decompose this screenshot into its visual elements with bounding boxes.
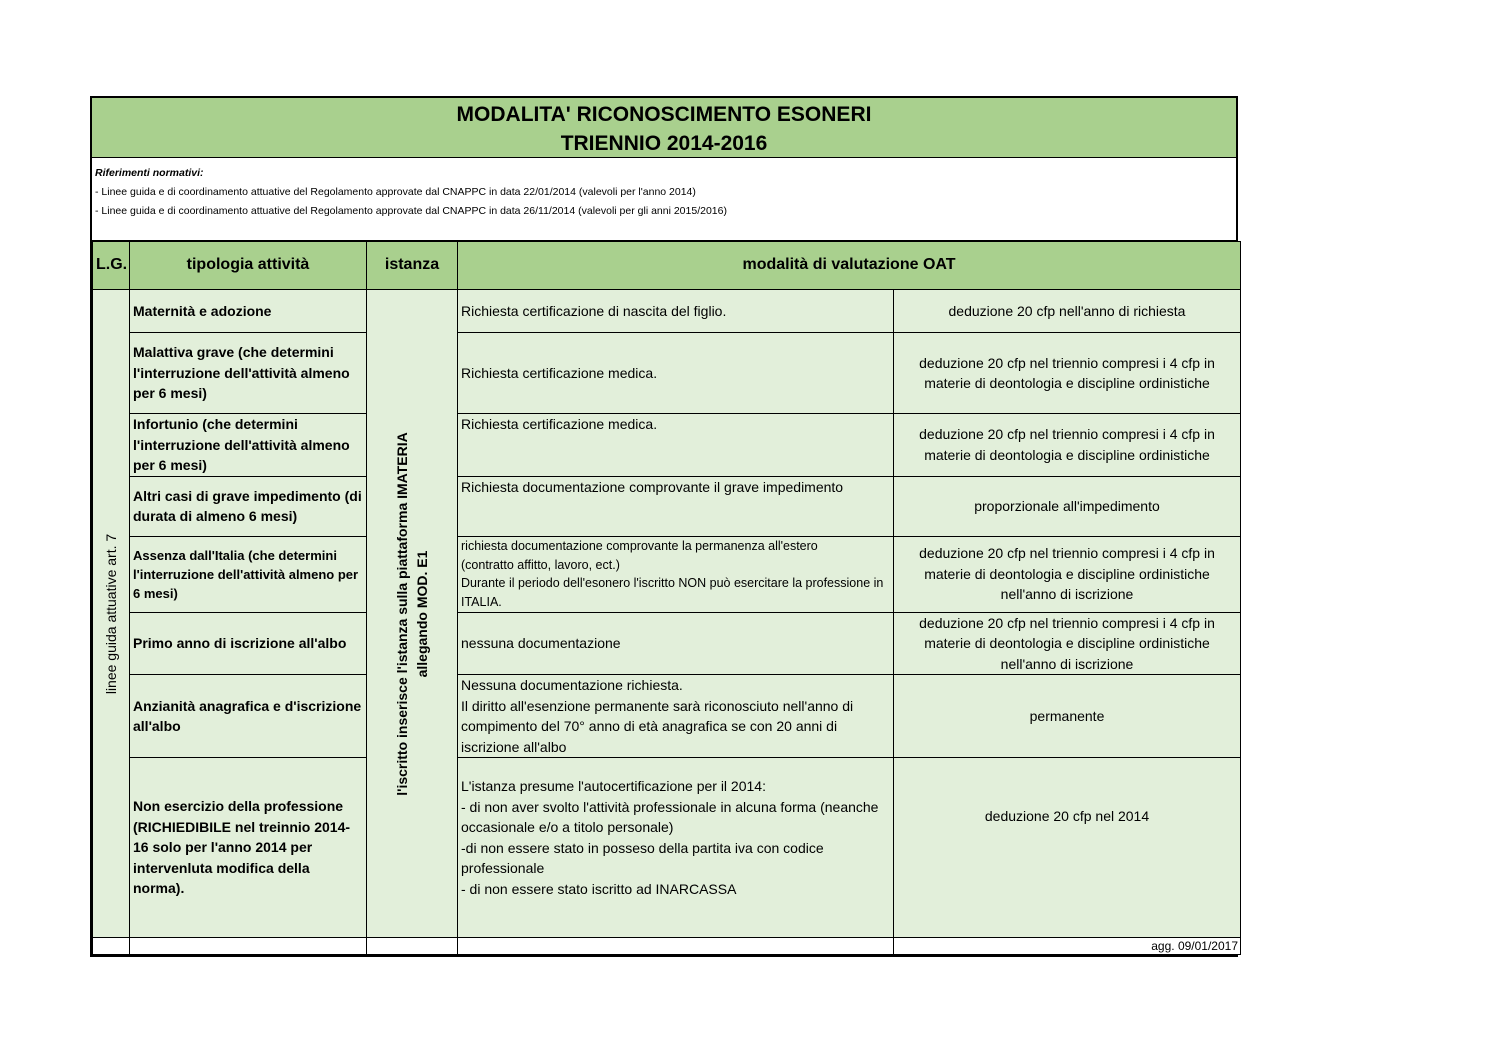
table-row xyxy=(93,536,1241,612)
evaluation-cell: permanente xyxy=(894,675,1241,758)
table-row xyxy=(93,333,1241,414)
evaluation-cell: deduzione 20 cfp nel triennio compresi i 4 cfp in materie di deontologia e discipline ordinistiche nell'anno di iscrizione xyxy=(894,612,1241,675)
activity-cell: Anzianità anagrafica e d'iscrizione all'albo xyxy=(130,675,367,758)
sheet-title xyxy=(90,96,1238,158)
istanza-vertical-label xyxy=(392,432,432,796)
evaluation-cell: proporzionale all'impedimento xyxy=(894,476,1241,536)
table-row xyxy=(93,612,1241,675)
table-row xyxy=(93,290,1241,333)
requirement-line: richiesta documentazione comprovante la permanenza all'estero xyxy=(461,539,818,553)
references-block xyxy=(90,158,1238,241)
evaluation-cell: deduzione 20 cfp nel 2014 xyxy=(894,758,1241,938)
header-activity: tipologia attività xyxy=(130,242,367,290)
reference-item-1: - Linee guida e di coordinamento attuative del Regolamento approvate dal CNAPPC in data 22/01/2014 (valevoli per l'anno 2014) xyxy=(95,186,696,198)
activity-cell: Altri casi di grave impedimento (di durata di almeno 6 mesi) xyxy=(130,476,367,536)
requirement-line: Nessuna documentazione richiesta. xyxy=(461,677,683,693)
header-evaluation: modalità di valutazione OAT xyxy=(458,242,1241,290)
requirement-cell: Richiesta certificazione medica. xyxy=(458,333,894,414)
table-header-row xyxy=(93,242,1241,290)
table-row xyxy=(93,675,1241,758)
istanza-line-1: l'iscritto inserisce l'istanza sulla piattaforma IMATERIA xyxy=(394,431,410,796)
requirement-cell: Richiesta documentazione comprovante il grave impedimento xyxy=(458,476,894,536)
reference-item-2: - Linee guida e di coordinamento attuative del Regolamento approvate dal CNAPPC in data 26/11/2014 (valevoli per gli anni 2015/2016) xyxy=(95,205,727,217)
istanza-vertical-cell xyxy=(367,290,458,938)
requirement-cell xyxy=(458,675,894,758)
requirement-cell: nessuna documentazione xyxy=(458,612,894,675)
requirement-cell xyxy=(458,536,894,612)
table-row xyxy=(93,758,1241,938)
requirement-cell xyxy=(458,758,894,938)
table-row xyxy=(93,476,1241,536)
exemptions-table xyxy=(92,241,1241,955)
header-request: istanza xyxy=(367,242,458,290)
evaluation-cell: deduzione 20 cfp nel triennio compresi i 4 cfp in materie di deontologia e discipline ordinistiche nell'anno di iscrizione xyxy=(894,536,1241,612)
requirement-cell: Richiesta certificazione di nascita del figlio. xyxy=(458,290,894,333)
activity-cell: Primo anno di iscrizione all'albo xyxy=(130,612,367,675)
activity-cell: Maternità e adozione xyxy=(130,290,367,333)
lg-vertical-cell xyxy=(93,290,130,938)
requirement-line: - di non essere stato iscritto ad INARCASSA xyxy=(461,880,737,897)
footer-cell xyxy=(130,938,367,955)
requirement-line: L'istanza presume l'autocertificazione per il 2014: xyxy=(461,778,766,794)
activity-cell: Non esercizio della professione (RICHIEDIBILE nel treinnio 2014-16 solo per l'anno 2014 per intervenluta modifica della norma). xyxy=(130,758,367,938)
requirement-line: (contratto affitto, lavoro, ect.) xyxy=(461,557,620,572)
table-wrapper xyxy=(90,241,1238,957)
references-heading: Riferimenti normativi: xyxy=(95,167,204,179)
evaluation-cell: deduzione 20 cfp nel triennio compresi i 4 cfp in materie di deontologia e discipline ordinistiche xyxy=(894,414,1241,477)
updated-date: agg. 09/01/2017 xyxy=(894,938,1241,955)
istanza-line-2: allegando MOD. E1 xyxy=(414,550,430,677)
activity-cell: Malattiva grave (che determini l'interruzione dell'attività almeno per 6 mesi) xyxy=(130,333,367,414)
lg-vertical-label: linee guida attuative art. 7 xyxy=(103,533,119,694)
header-lg: L.G. xyxy=(93,242,130,290)
title-line-2: TRIENNIO 2014-2016 xyxy=(560,132,768,155)
exemptions-sheet xyxy=(90,96,1238,957)
footer-row xyxy=(93,938,1241,955)
footer-cell xyxy=(93,938,130,955)
evaluation-cell: deduzione 20 cfp nel triennio compresi i 4 cfp in materie di deontologia e discipline ordinistiche xyxy=(894,333,1241,414)
evaluation-cell: deduzione 20 cfp nell'anno di richiesta xyxy=(894,290,1241,333)
footer-cell xyxy=(367,938,458,955)
requirement-line: Il diritto all'esenzione permanente sarà riconosciuto nell'anno di compimento del 70° anno di età anagrafica se con 20 anni di iscrizione all'albo xyxy=(461,697,854,755)
footer-cell xyxy=(458,938,894,955)
title-line-1: MODALITA' RICONOSCIMENTO ESONERI xyxy=(456,103,872,126)
requirement-cell: Richiesta certificazione medica. xyxy=(458,414,894,477)
requirement-line: -di non essere stato in posseso della partita iva con codice professionale xyxy=(461,839,824,876)
activity-cell: Infortunio (che determini l'interruzione dell'attività almeno per 6 mesi) xyxy=(130,414,367,477)
requirement-line: Durante il periodo dell'esonero l'iscritto NON può esercitare la professione in ITALIA. xyxy=(461,576,884,609)
activity-cell: Assenza dall'Italia (che determini l'interruzione dell'attività almeno per 6 mesi) xyxy=(130,536,367,612)
requirement-line: - di non aver svolto l'attività professionale in alcuna forma (neanche occasionale e/o a titolo personale) xyxy=(461,798,879,835)
table-row xyxy=(93,414,1241,477)
